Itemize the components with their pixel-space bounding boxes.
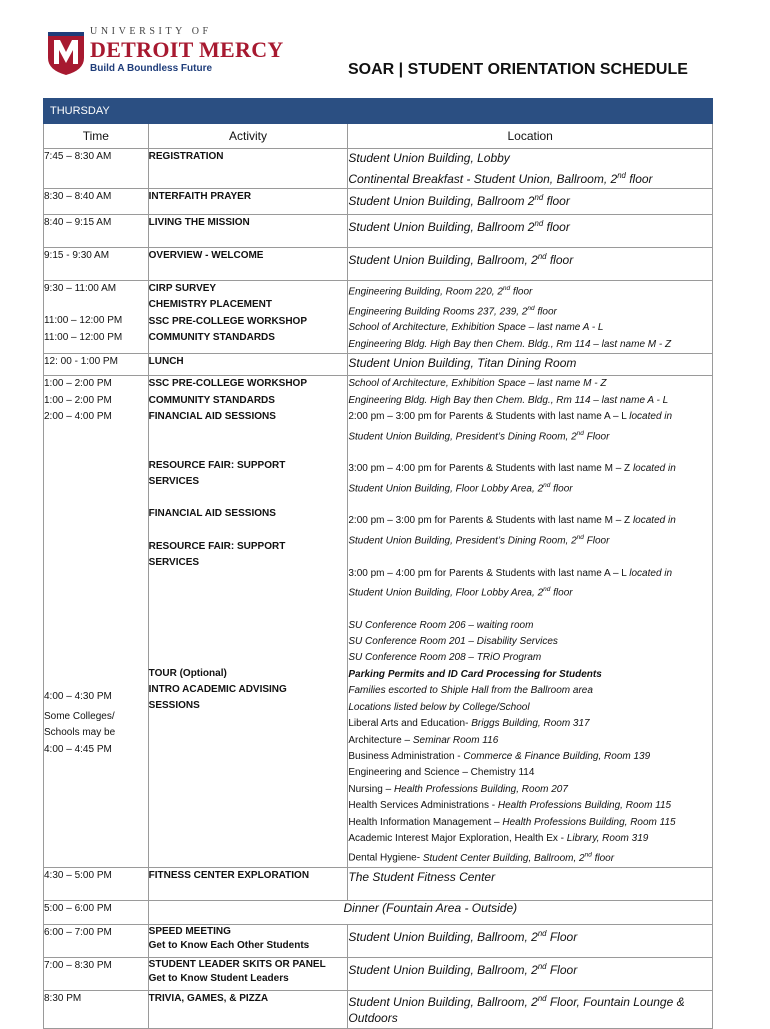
activity-cell: REGISTRATION	[148, 151, 224, 162]
location-cell: Families escorted to Shiple Hall from the Ballroom area	[348, 685, 593, 697]
location-cell: Student Union Building, Ballroom, 2nd Floor	[348, 929, 578, 945]
location-cell: Business Administration - Commerce & Finance Building, Room 139	[348, 750, 651, 762]
time-cell: 9:15 - 9:30 AM	[44, 250, 110, 261]
activity-cell: SERVICES	[148, 557, 200, 569]
column-header-row	[44, 124, 713, 149]
day-label: THURSDAY	[44, 99, 713, 124]
university-name: DETROIT MERCY	[90, 37, 284, 62]
location-cell: Engineering Building Rooms 237, 239, 2nd floor	[348, 304, 557, 318]
table-row	[44, 376, 713, 868]
location-cell: Student Union Building, Ballroom, 2nd Floor, Fountain Lounge &	[348, 994, 685, 1010]
activity-cell: TRIVIA, GAMES, & PIZZA	[148, 993, 269, 1005]
column-header-time: Time	[44, 124, 149, 149]
activity-cell: COMMUNITY STANDARDS	[148, 394, 275, 406]
location-cell: 2:00 pm – 3:00 pm for Parents & Students with last name M – Z located in	[348, 515, 676, 527]
location-cell: Student Union Building, Ballroom, 2nd floor	[348, 252, 574, 267]
university-tagline: Build A Boundless Future	[90, 63, 213, 74]
activity-cell: SSC PRE-COLLEGE WORKSHOP	[148, 378, 308, 390]
location-cell: SU Conference Room 206 – waiting room	[348, 619, 534, 631]
location-cell: Student Union Building, Lobby	[348, 151, 510, 165]
location-cell: Dental Hygiene- Student Center Building, Ballroom, 2nd floor	[348, 851, 615, 864]
table-row	[44, 958, 713, 991]
table-row	[44, 248, 713, 281]
location-cell: 3:00 pm – 4:00 pm for Parents & Students with last name M – Z located in	[348, 463, 676, 475]
location-cell: School of Architecture, Exhibition Space – last name M - Z	[348, 378, 607, 390]
activity-cell: FINANCIAL AID SESSIONS	[148, 411, 276, 423]
university-shield-icon	[46, 28, 86, 76]
time-cell: 4:00 – 4:45 PM	[44, 743, 112, 755]
location-cell: SU Conference Room 201 – Disability Services	[348, 636, 558, 648]
activity-cell: LIVING THE MISSION	[148, 217, 250, 228]
location-cell: Student Union Building, Floor Lobby Area, 2nd floor	[348, 585, 573, 599]
time-cell: 5:00 – 6:00 PM	[44, 903, 112, 915]
schedule-table	[43, 98, 713, 1029]
table-row	[44, 281, 713, 354]
location-cell: Health Services Administrations - Health Professions Building, Room 115	[348, 800, 672, 812]
location-cell: Health Information Management – Health Professions Building, Room 115	[348, 816, 676, 828]
location-cell: Engineering Building, Room 220, 2nd floor	[348, 285, 533, 298]
location-cell: Student Union Building, Ballroom, 2nd Floor	[348, 962, 578, 978]
time-cell: 8:30 – 8:40 AM	[44, 191, 112, 202]
time-cell: 7:00 – 8:30 PM	[44, 960, 112, 972]
time-cell: 2:00 – 4:00 PM	[44, 411, 112, 423]
activity-cell: COMMUNITY STANDARDS	[148, 332, 275, 344]
activity-cell: SPEED MEETING	[148, 926, 231, 938]
location-cell: Academic Interest Major Exploration, Health Ex - Library, Room 319	[348, 832, 649, 844]
activity-cell: INTRO ACADEMIC ADVISING	[148, 683, 287, 695]
activity-cell: STUDENT LEADER SKITS OR PANEL	[148, 959, 326, 971]
time-cell: 7:45 – 8:30 AM	[44, 151, 112, 162]
activity-cell: TOUR (Optional)	[148, 667, 227, 679]
time-cell: 11:00 – 12:00 PM	[44, 331, 123, 343]
activity-cell: LUNCH	[148, 356, 184, 368]
activity-cell: SERVICES	[148, 475, 200, 487]
activity-cell: INTERFAITH PRAYER	[148, 191, 252, 202]
table-row	[44, 925, 713, 958]
location-cell: SU Conference Room 208 – TRiO Program	[348, 652, 542, 664]
table-row	[44, 868, 713, 901]
activity-cell: Get to Know Student Leaders	[148, 973, 289, 985]
location-cell: Student Union Building, Ballroom 2nd floor	[348, 193, 570, 208]
time-cell: 8:30 PM	[44, 993, 82, 1005]
university-logo	[46, 28, 296, 78]
location-cell: Engineering Bldg. High Bay then Chem. Bldg., Rm 114 – last name A - L	[348, 394, 669, 406]
activity-cell: SESSIONS	[148, 700, 200, 712]
location-cell: Student Union Building, Ballroom 2nd floor	[348, 219, 570, 234]
time-cell: 4:30 – 5:00 PM	[44, 870, 112, 882]
location-cell: Locations listed below by College/School	[348, 701, 530, 713]
location-cell: Outdoors	[348, 1011, 398, 1026]
table-row	[44, 215, 713, 248]
location-cell: Liberal Arts and Education- Briggs Building, Room 317	[348, 718, 590, 730]
activity-cell: CHEMISTRY PLACEMENT	[148, 299, 272, 311]
time-cell: Schools may be	[44, 727, 116, 739]
activity-cell: RESOURCE FAIR: SUPPORT	[148, 540, 286, 552]
time-cell: 1:00 – 2:00 PM	[44, 394, 112, 406]
location-cell: Student Union Building, Floor Lobby Area, 2nd floor	[348, 481, 573, 494]
university-of-label: UNIVERSITY OF	[90, 26, 212, 37]
activity-cell: RESOURCE FAIR: SUPPORT	[148, 459, 286, 471]
activity-cell: Dinner (Fountain Area - Outside)	[148, 901, 712, 925]
location-cell: School of Architecture, Exhibition Space – last name A - L	[348, 322, 604, 334]
column-header-activity: Activity	[148, 124, 348, 149]
time-cell: 11:00 – 12:00 PM	[44, 315, 123, 327]
location-cell: Engineering and Science – Chemistry 114	[348, 767, 535, 779]
activity-cell: CIRP SURVEY	[148, 283, 217, 294]
activity-cell: SSC PRE-COLLEGE WORKSHOP	[148, 315, 308, 327]
time-cell: 1:00 – 2:00 PM	[44, 378, 112, 390]
time-cell: 9:30 – 11:00 AM	[44, 283, 117, 294]
location-cell: Student Union Building, Titan Dining Room	[348, 356, 577, 371]
time-cell: Some Colleges/	[44, 710, 115, 722]
location-cell: Engineering Bldg. High Bay then Chem. Bldg., Rm 114 – last name M - Z	[348, 338, 672, 350]
location-cell: Parking Permits and ID Card Processing for Students	[348, 668, 602, 680]
activity-cell: FINANCIAL AID SESSIONS	[148, 508, 276, 520]
location-cell: Student Union Building, President’s Dining Room, 2nd Floor	[348, 429, 610, 442]
location-cell: 3:00 pm – 4:00 pm for Parents & Students with last name A – L located in	[348, 567, 673, 579]
location-cell: Nursing – Health Professions Building, Room 207	[348, 783, 568, 795]
location-cell: Continental Breakfast - Student Union, Ballroom, 2nd floor	[348, 171, 653, 186]
table-row	[44, 189, 713, 215]
time-cell: 4:00 – 4:30 PM	[44, 690, 112, 702]
activity-cell: FITNESS CENTER EXPLORATION	[148, 870, 310, 882]
time-cell: 6:00 – 7:00 PM	[44, 927, 112, 939]
table-row	[44, 991, 713, 1029]
day-header-row	[44, 99, 713, 124]
table-row	[44, 901, 713, 925]
activity-cell: Get to Know Each Other Students	[148, 940, 310, 952]
document-title: SOAR | STUDENT ORIENTATION SCHEDULE	[348, 61, 688, 78]
location-cell: The Student Fitness Center	[348, 870, 496, 885]
table-row	[44, 354, 713, 376]
column-header-location: Location	[348, 124, 713, 149]
time-cell: 8:40 – 9:15 AM	[44, 217, 112, 228]
location-cell: Student Union Building, President’s Dining Room, 2nd Floor	[348, 533, 610, 547]
table-row	[44, 149, 713, 189]
location-cell: 2:00 pm – 3:00 pm for Parents & Students with last name A – L located in	[348, 411, 673, 423]
location-cell: Architecture – Seminar Room 116	[348, 734, 499, 746]
activity-cell: OVERVIEW - WELCOME	[148, 250, 264, 261]
time-cell: 12: 00 - 1:00 PM	[44, 356, 118, 368]
